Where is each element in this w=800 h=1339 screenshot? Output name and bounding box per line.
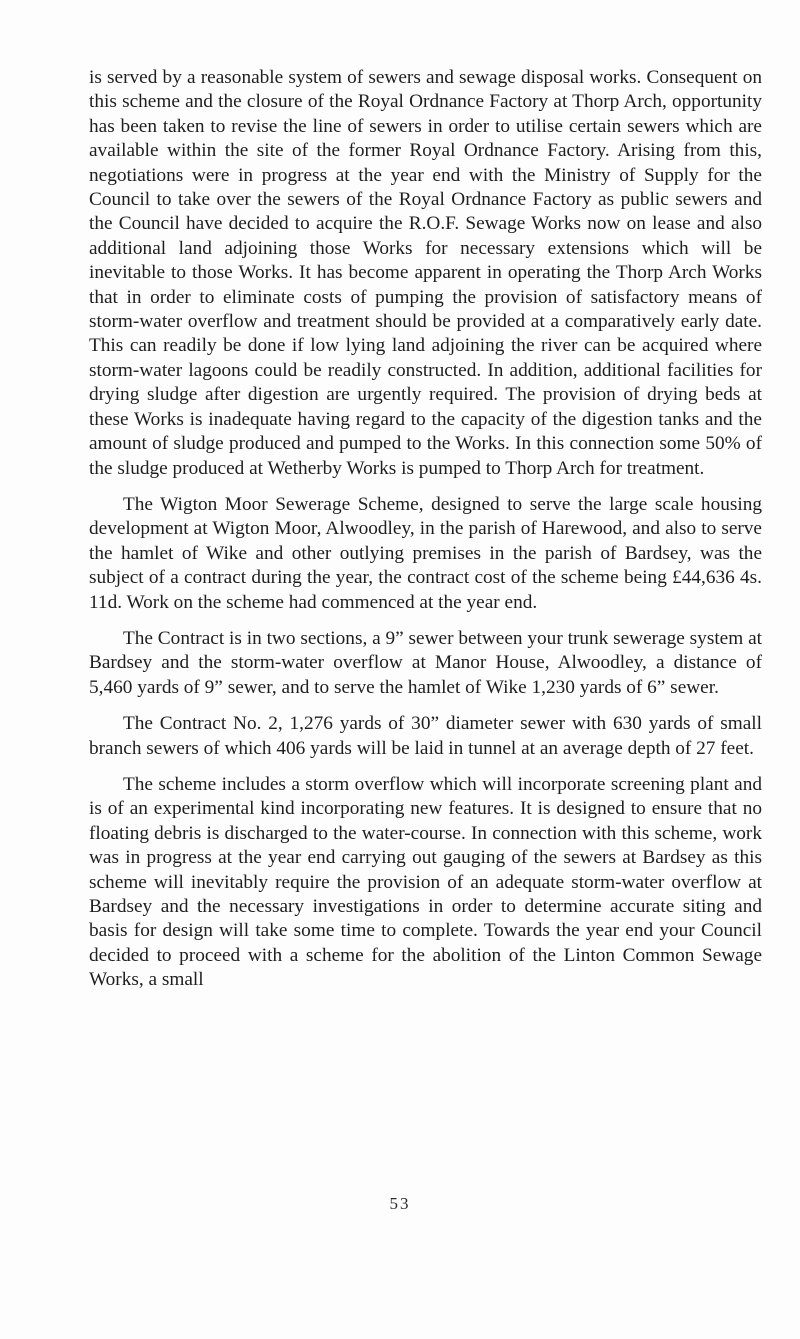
paragraph-3: The Contract is in two sections, a 9” sewer between your trunk sewerage system at Bardsey and the storm-water overflow at Manor House, Alwoodley, a distance of 5,460 yards of 9” sewer, and to serve the hamlet of Wike 1,230 yards of 6” sewer. [89, 627, 762, 698]
page-number: 53 [389, 1194, 411, 1213]
paragraph-5: The scheme includes a storm overflow which will incorporate screening plant and is of an experimental kind incorporating new features. It is designed to ensure that no floating debris is discharged to the water-course. In connection with this scheme, work was in progress at the year end carrying out gauging of the sewers at Bardsey as this scheme will inevitably require the provision of an adequate storm-water overflow at Bardsey and the necessary investigations in order to determine accurate siting and basis for design will take some time to complete. Towards the year end your Council decided to proceed with a scheme for the abolition of the Linton Common Sewage Works, a small [89, 773, 762, 991]
paragraph-1: is served by a reasonable system of sewers and sewage disposal works. Consequent on this scheme and the closure of the Royal Ordnance Factory at Thorp Arch, opportunity has been taken to revise the line of sewers in order to utilise certain sewers which are available within the site of the former Royal Ordnance Factory. Arising from this, negotiations were in progress at the year end with the Ministry of Supply for the Council to take over the sewers of the Royal Ordnance Factory as public sewers and the Council have decided to acquire the R.O.F. Sewage Works now on lease and also additional land adjoining those Works for necessary extensions which will be inevitable to those Works. It has become apparent in operating the Thorp Arch Works that in order to eliminate costs of pumping the provision of satisfactory means of storm-water overflow and treatment should be provided at a comparatively early date. This can readily be done if low lying land adjoining the river can be acquired where storm-water lagoons could be readily constructed. In addition, additional facilities for drying sludge after digestion are urgently required. The provision of drying beds at these Works is inadequate having regard to the capacity of the digestion tanks and the amount of sludge produced and pumped to the Works. In this connection some 50% of the sludge produced at Wetherby Works is pumped to Thorp Arch for treatment. [89, 67, 762, 479]
body-text [89, 66, 762, 1005]
paragraph-4: The Contract No. 2, 1,276 yards of 30” diameter sewer with 630 yards of small branch sewers of which 406 yards will be laid in tunnel at an average depth of 27 feet. [89, 713, 762, 759]
paragraph-2: The Wigton Moor Sewerage Scheme, designed to serve the large scale housing development at Wigton Moor, Alwoodley, in the parish of Harewood, and also to serve the hamlet of Wike and other outlying premises in the parish of Bardsey, was the subject of a contract during the year, the contract cost of the scheme being £44,636 4s. 11d. Work on the scheme had commenced at the year end. [89, 493, 762, 613]
